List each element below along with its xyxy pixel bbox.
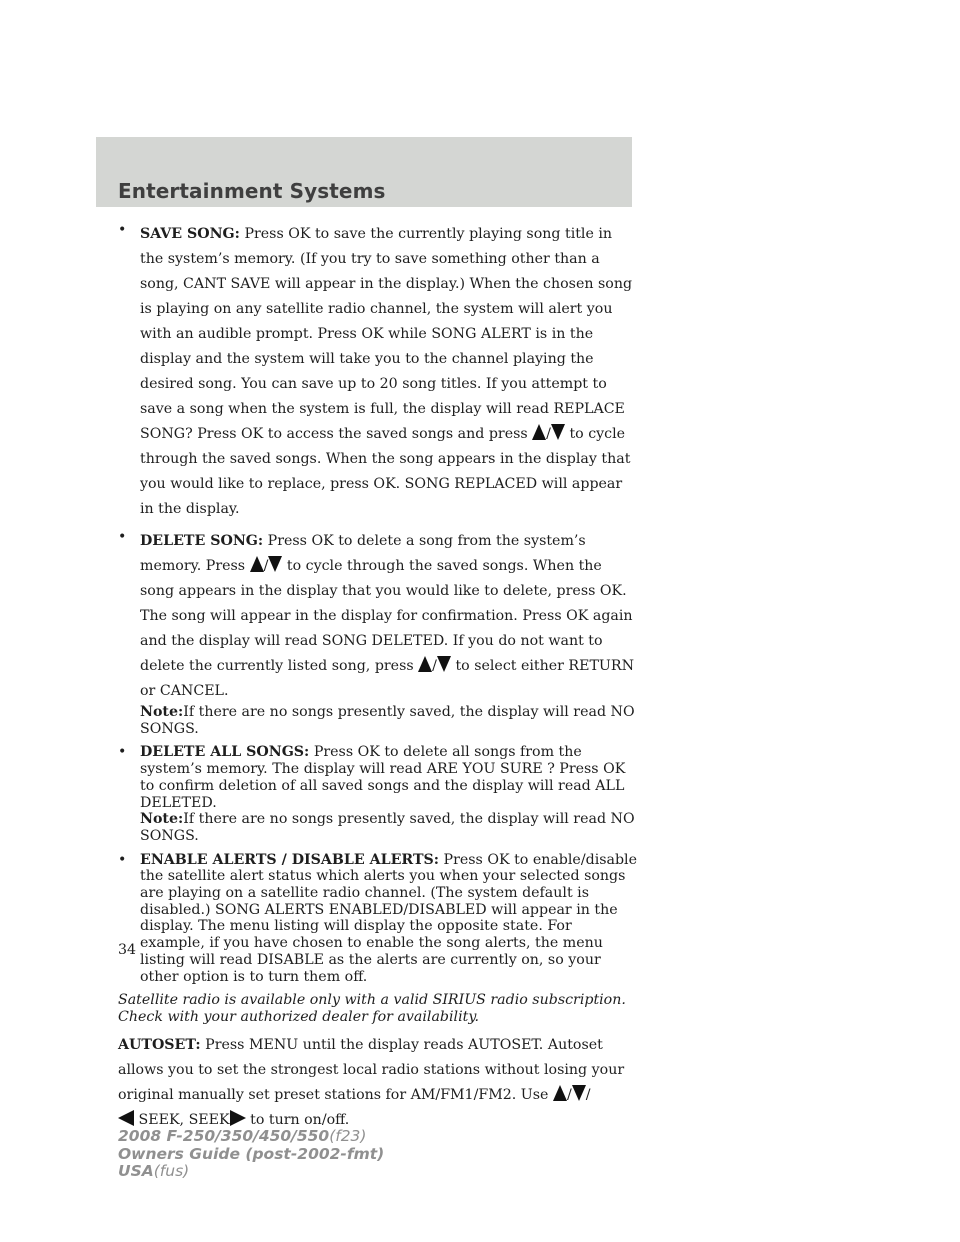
list-item-alerts bbox=[118, 852, 638, 986]
footer-region-code: (fus) bbox=[153, 1162, 190, 1180]
term-alerts: ENABLE ALERTS / DISABLE ALERTS: bbox=[140, 851, 440, 868]
section-header bbox=[96, 137, 632, 207]
section-title: Entertainment Systems bbox=[118, 179, 386, 203]
alerts-text: Press OK to enable/disable the satellite alert status which alerts you when your selected songs are playing on a satellite radio channel. (The system default is disabled.) SONG ALERTS ENABLED/DISABLED will appear in the display. The menu listing will display the opposite state. For example, if you have chosen to enable the song alerts, the menu listing will read DISABLE as the alerts are currently on, so your other option is to turn them off. bbox=[140, 851, 637, 985]
document-footer bbox=[118, 1128, 384, 1181]
autoset-paragraph bbox=[118, 1033, 638, 1133]
bullet: • bbox=[118, 529, 127, 545]
note-label: Note: bbox=[140, 811, 184, 828]
save-song-text: Press OK to save the currently playing song title in the system’s memory. (If you try to save something other than a song, CANT SAVE will appear in the display.) When the chosen song is playing on any satellite radio channel, the system will alert you with an audible prompt. Press OK while SONG ALERT is in the display and the system will take you to the channel playing the desired song. You can save up to 20 song titles. If you attempt to save a song when the system is full, the display will read REPLACE SONG? Press OK to access the saved songs and press bbox=[140, 226, 633, 442]
separator-slash: / bbox=[546, 426, 551, 442]
note bbox=[140, 704, 638, 737]
note-text: If there are no songs presently saved, the display will read NO SONGS. bbox=[140, 704, 635, 737]
note-label: Note: bbox=[140, 704, 184, 720]
bullet: • bbox=[118, 744, 127, 761]
footer-guide: Owners Guide (post-2002-fmt) bbox=[118, 1144, 385, 1163]
separator-slash: / bbox=[432, 658, 437, 674]
note bbox=[140, 811, 638, 844]
list-item-delete-all bbox=[118, 744, 638, 844]
term-delete-song: DELETE SONG: bbox=[140, 533, 264, 549]
arrow-up-icon bbox=[532, 424, 546, 440]
delete-song-text-end: to select either RETURN or CANCEL. bbox=[140, 658, 634, 699]
delete-song-text: Press OK to delete a song from the system’s memory. Press bbox=[140, 533, 586, 574]
save-song-text-cont: to cycle through the saved songs. When the song appears in the display that you would like to replace, press OK. SONG REPLACED will appear in the display. bbox=[140, 426, 631, 517]
arrow-down-icon bbox=[572, 1085, 586, 1101]
satellite-note: Satellite radio is available only with a valid SIRIUS radio subscription. Check with your authorized dealer for availability. bbox=[118, 992, 626, 1025]
page-number: 34 bbox=[118, 942, 137, 958]
footer-region: USA bbox=[118, 1162, 154, 1180]
arrow-right-icon bbox=[230, 1110, 246, 1126]
term-save-song: SAVE SONG: bbox=[140, 226, 240, 242]
note-text: If there are no songs presently saved, the display will read NO SONGS. bbox=[140, 811, 635, 844]
list-item-delete-song bbox=[118, 529, 638, 737]
arrow-down-icon bbox=[551, 424, 565, 440]
term-autoset: AUTOSET: bbox=[118, 1036, 201, 1053]
arrow-down-icon bbox=[268, 556, 282, 572]
delete-all-text: Press OK to delete all songs from the system’s memory. The display will read ARE YOU SURE ? Press OK to confirm deletion of all saved songs and the display will read ALL DELETED. bbox=[140, 744, 626, 811]
autoset-text-end: to turn on/off. bbox=[250, 1111, 350, 1128]
separator-slash: / bbox=[585, 1086, 591, 1103]
page-content bbox=[118, 222, 638, 1140]
list-item-save-song bbox=[118, 222, 638, 522]
term-delete-all: DELETE ALL SONGS: bbox=[140, 744, 310, 761]
bullet: • bbox=[118, 222, 127, 238]
bullet: • bbox=[118, 851, 127, 868]
delete-song-text-cont: to cycle through the saved songs. When the song appears in the display that you would like to delete, press OK. The song will appear in the display for confirmation. Press OK again and the display will read SONG DELETED. If you do not want to delete the currently listed song, press bbox=[140, 558, 633, 674]
footer-model: 2008 F-250/350/450/550 bbox=[118, 1127, 330, 1145]
footer-model-code: (f23) bbox=[329, 1127, 367, 1145]
separator-slash: / bbox=[263, 558, 269, 574]
arrow-left-icon bbox=[118, 1110, 134, 1126]
arrow-up-icon bbox=[250, 556, 264, 572]
separator-slash: / bbox=[566, 1086, 572, 1103]
autoset-text: Press MENU until the display reads AUTOSET. Autoset allows you to set the strongest local radio stations without losing your original manually set preset stations for AM/FM1/FM2. Use bbox=[118, 1036, 625, 1103]
arrow-up-icon bbox=[418, 656, 432, 672]
arrow-down-icon bbox=[437, 656, 451, 672]
autoset-seek-text: SEEK, SEEK bbox=[138, 1111, 230, 1128]
arrow-up-icon bbox=[553, 1085, 567, 1101]
